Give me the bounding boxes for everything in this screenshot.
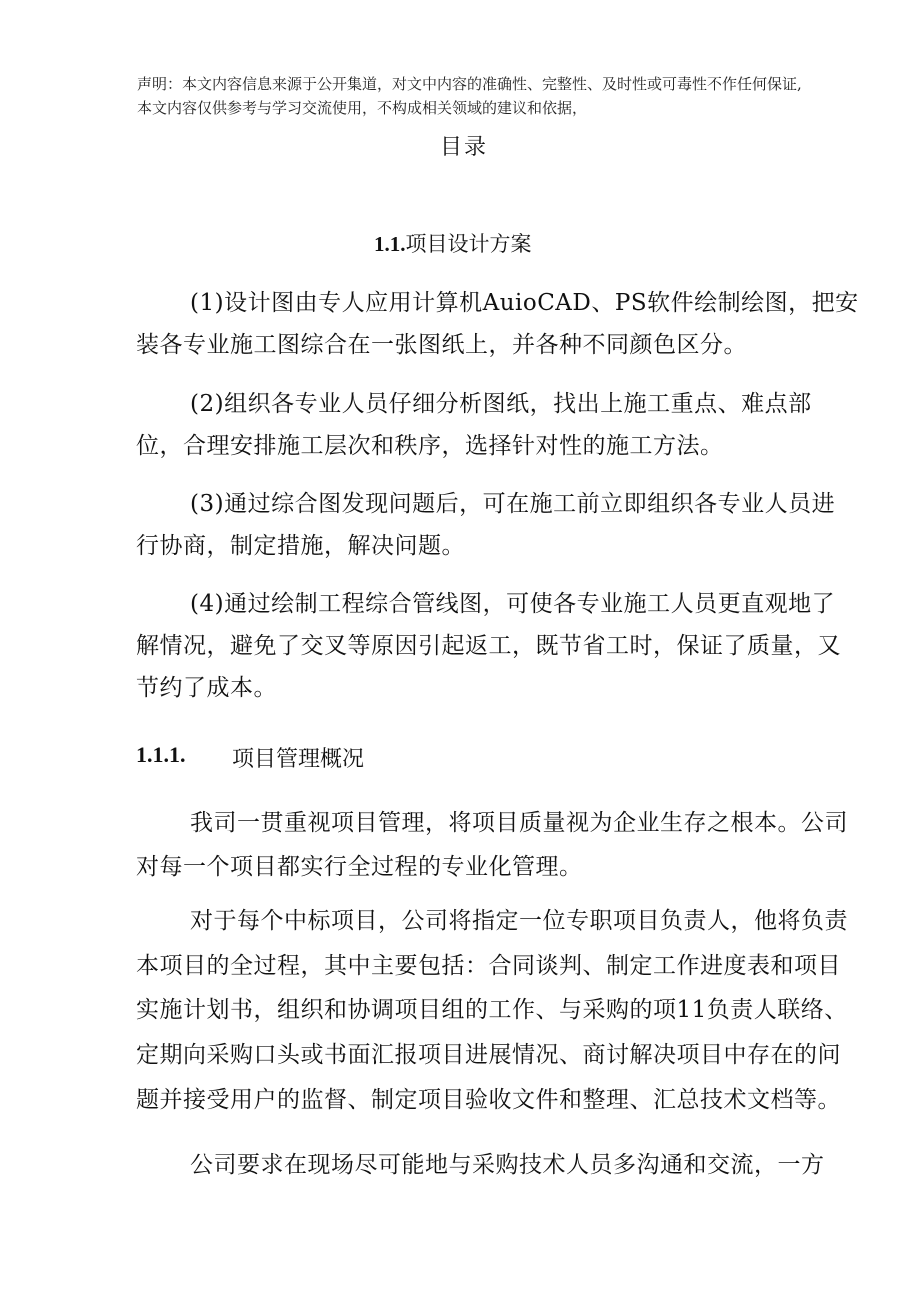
paragraph-line: 我司一贯重视项目管理，将项目质量视为企业生存之根本。公司 (190, 810, 848, 836)
toc-title: 目录 (440, 135, 489, 160)
paragraph-line: 对每一个项目都实行全过程的专业化管理。 (136, 854, 583, 880)
paragraph-line: 公司要求在现场尽可能地与采购技术人员多沟通和交流，一方 (190, 1152, 825, 1178)
paragraph-line: 装各专业施工图综合在一张图纸上，并各种不同颜色区分。 (136, 332, 747, 358)
section-number: 1.1. (374, 232, 406, 256)
paragraph-line: (4)通过绘制工程综合管线图，可使各专业施工人员更直观地了 (190, 591, 836, 617)
paragraph-line: 定期向采购口头或书面汇报项目进展情况、商讨解决项目中存在的问 (136, 1042, 841, 1068)
section-title: 项目设计方案 (405, 232, 532, 256)
paragraph-line: 行协商，制定措施，解决问题。 (136, 533, 465, 559)
paragraph-line: 本项目的全过程，其中主要包括：合同谈判、制定工作进度表和项目 (136, 953, 841, 979)
paragraph-line: 题并接受用户的监督、制定项目验收文件和整理、汇总技术文档等。 (136, 1087, 841, 1113)
paragraph-line: 节约了成本。 (136, 675, 277, 701)
subsection-title: 项目管理概况 (232, 747, 365, 772)
paragraph-line: (1)设计图由专人应用计算机AuioCAD、PS软件绘制绘图，把安 (190, 290, 859, 316)
section-heading (374, 228, 532, 258)
paragraph-line: (3)通过综合图发现问题后，可在施工前立即组织各专业人员进 (190, 491, 836, 517)
paragraph-line: 对于每个中标项目，公司将指定一位专职项目负责人，他将负责 (190, 908, 848, 934)
subsection-number: 1.1.1. (136, 742, 186, 767)
paragraph-line: 实施计划书，组织和协调项目组的工作、与采购的项11负责人联络、 (136, 997, 848, 1023)
paragraph-line: (2)组织各专业人员仔细分析图纸，找出上施工重点、难点部 (190, 391, 812, 417)
paragraph-line: 位，合理安排施工层次和秩序，选择针对性的施工方法。 (136, 433, 724, 459)
paragraph-line: 解情况，避免了交叉等原因引起返工，既节省工时，保证了质量，又 (136, 633, 841, 659)
disclaimer-line: 本文内容仅供参考与学习交流使用，不构成相关领域的建议和依据， (137, 99, 588, 117)
disclaimer-line: 声明：本文内容信息来源于公开集道，对文中内容的准确性、完整性、及时性或可毒性不作任何保证, (137, 75, 802, 93)
